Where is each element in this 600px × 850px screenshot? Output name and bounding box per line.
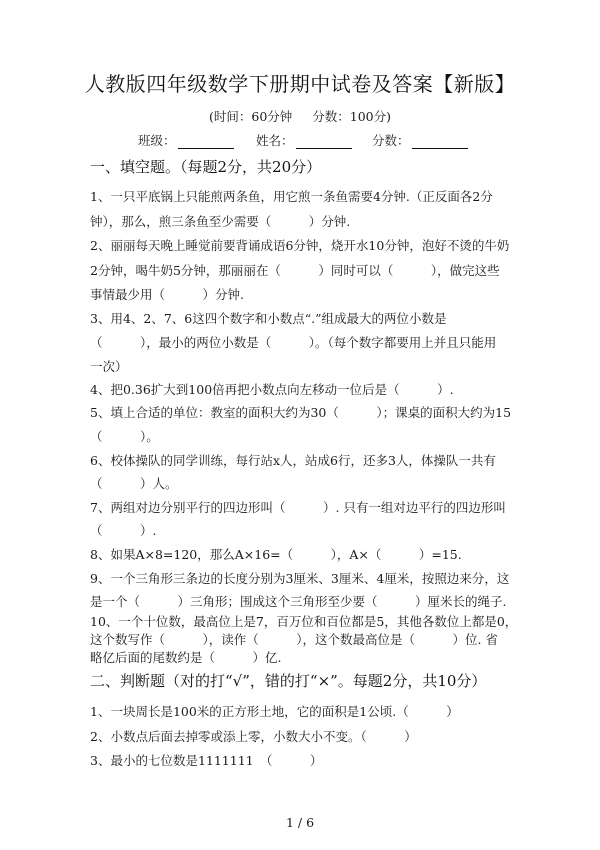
class-blank — [178, 134, 234, 149]
page-title: 人教版四年级数学下册期中试卷及答案【新版】 — [84, 72, 516, 96]
question-line: 8、如果A×8=120，那么A×16=（ ），A×（ ）=15. — [90, 547, 462, 562]
question-line: 5、填上合适的单位：教室的面积大约为30（ ）；课桌的面积大约为15 — [90, 405, 512, 420]
name-blank — [296, 134, 352, 149]
question-line: （ ）. — [90, 523, 157, 538]
question-line: 3、最小的七位数是1111111 （ ） — [90, 753, 323, 768]
question-line: 是一个（ ）三角形；围成这个三角形至少要（ ）厘米长的绳子. — [90, 594, 507, 609]
exam-meta — [0, 107, 600, 125]
time-limit: (时间：60分钟 — [208, 109, 293, 124]
question-line: 1、一只平底锅上只能煎两条鱼，用它煎一条鱼需要4分钟.（正反面各2分 — [90, 189, 493, 204]
class-label: 班级： — [138, 133, 176, 148]
question-line: （ ），最小的两位小数是（ ）。（每个数字都要用上并且只能用 — [90, 335, 497, 350]
question-line: 3、用4、2、7、6这四个数字和小数点“.”组成最大的两位小数是 — [90, 311, 447, 326]
section-judgment-heading: 二、判断题（对的打“√”，错的打“×”。每题2分，共10分） — [90, 672, 487, 690]
question-line: 1、一块周长是100米的正方形土地，它的面积是1公顷.（ ） — [90, 704, 459, 719]
question-line: 9、一个三角形三条边的长度分别为3厘米、3厘米、4厘米，按照边来分，这 — [90, 571, 510, 586]
question-line: 2、丽丽每天晚上睡觉前要背诵成语6分钟，烧开水10分钟，泡好不烫的牛奶 — [90, 238, 510, 253]
total-score: 分数：100分) — [312, 109, 392, 124]
name-label: 姓名： — [256, 133, 294, 148]
question-line: 4、把0.36扩大到100倍再把小数点向左移动一位后是（ ）. — [90, 382, 454, 397]
score-field — [372, 131, 468, 149]
question-line: 6、校体操队的同学训练，每行站x人，站成6行，还多3人，体操队一共有 — [90, 453, 496, 468]
question-line: （ ）。 — [90, 429, 159, 444]
question-line: 事情最少用（ ）分钟. — [90, 287, 244, 302]
page-number: 1 / 6 — [285, 815, 315, 830]
question-line: 7、两组对边分别平行的四边形叫（ ）. 只有一组对边平行的四边形叫 — [90, 500, 506, 515]
score-label: 分数： — [372, 133, 410, 148]
question-line: 钟），那么，煎三条鱼至少需要（ ）分钟. — [90, 214, 351, 229]
question-line: 2、小数点后面去掉零或添上零，小数大小不变。（ ） — [90, 729, 417, 744]
section-fill-in-heading: 一、填空题。（每题2分，共20分） — [90, 158, 322, 176]
name-field — [256, 131, 352, 149]
score-blank — [412, 134, 468, 149]
question-line: 这个数写作（ ），读作（ ），这个数最高位是（ ）位. 省 — [90, 632, 498, 647]
question-line: 2分钟，喝牛奶5分钟，那丽丽在（ ）同时可以（ ），做完这些 — [90, 263, 500, 278]
class-field — [138, 131, 234, 149]
question-line: 一次） — [90, 359, 128, 374]
question-line: 10、一个十位数，最高位上是7，百万位和百位都是5，其他各数位上都是0， — [90, 614, 518, 629]
question-line: （ ）人。 — [90, 476, 178, 491]
question-line: 略亿后面的尾数约是（ ）亿. — [90, 650, 282, 665]
